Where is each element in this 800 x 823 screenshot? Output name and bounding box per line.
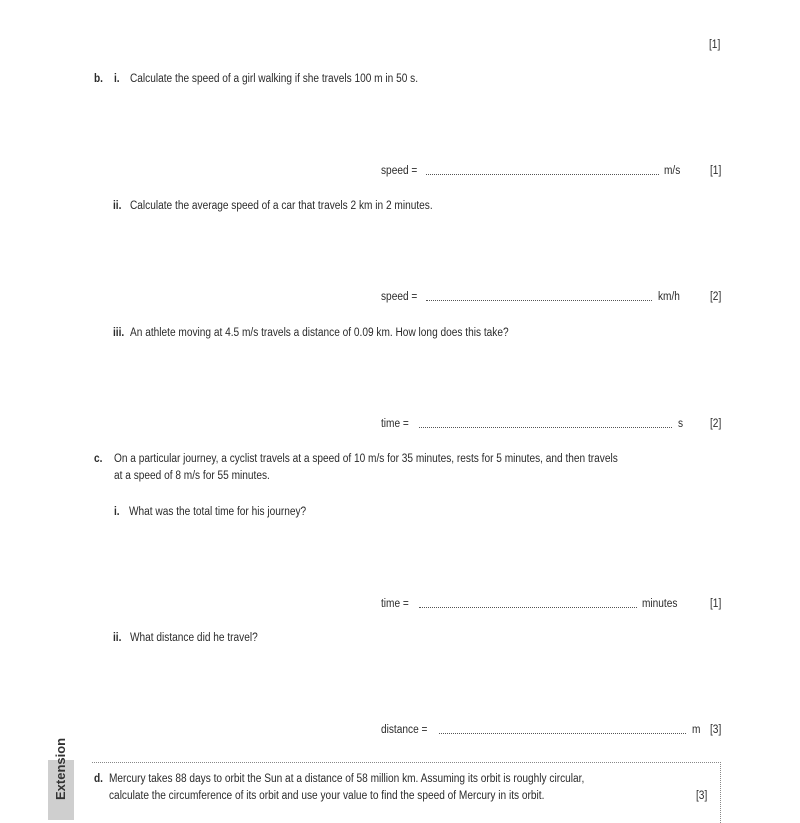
part-d-line-2: calculate the circumference of its orbit and use your value to find the speed of Mercury in its orbit.: [109, 790, 545, 802]
answer-dotted-line[interactable]: [426, 300, 652, 301]
part-b-iii-question: An athlete moving at 4.5 m/s travels a distance of 0.09 km. How long does this take?: [130, 327, 509, 339]
answer-unit: minutes: [642, 598, 678, 610]
extension-tab: [48, 737, 74, 820]
answer-unit: s: [678, 418, 684, 430]
part-b-ii-answer-line: [381, 289, 726, 305]
answer-dotted-line[interactable]: [419, 427, 672, 428]
extension-tab-label: Extension: [53, 737, 68, 800]
part-c-i-answer-line: [381, 596, 726, 612]
part-d-line-1: Mercury takes 88 days to orbit the Sun at a distance of 58 million km. Assuming its orbit is roughly circular,: [109, 773, 585, 785]
answer-unit: m/s: [664, 165, 681, 177]
part-b-ii-question: Calculate the average speed of a car that travels 2 km in 2 minutes.: [130, 200, 433, 212]
part-b-ii-number: ii.: [113, 200, 122, 212]
part-b-i-question: Calculate the speed of a girl walking if she travels 100 m in 50 s.: [130, 73, 419, 85]
answer-mark: [1]: [710, 165, 722, 177]
answer-label: time =: [381, 418, 409, 430]
answer-mark: [2]: [710, 418, 722, 430]
part-d-letter: d.: [94, 773, 104, 785]
answer-dotted-line[interactable]: [419, 607, 637, 608]
answer-label: distance =: [381, 724, 428, 736]
part-c-stem-line-1: On a particular journey, a cyclist travels at a speed of 10 m/s for 35 minutes, rests for 5 minutes, and then travels: [114, 453, 618, 465]
part-c-letter: c.: [94, 453, 103, 465]
part-c-ii-answer-line: [381, 722, 726, 738]
part-b-letter: b.: [94, 73, 104, 85]
part-b-iii-number: iii.: [113, 327, 125, 339]
answer-mark: [1]: [710, 598, 722, 610]
part-d-mark: [3]: [696, 790, 708, 802]
part-c-ii-question: What distance did he travel?: [130, 632, 258, 644]
answer-mark: [3]: [710, 724, 722, 736]
answer-unit: m: [692, 724, 701, 736]
part-b-i-number: i.: [114, 73, 120, 85]
answer-label: speed =: [381, 291, 418, 303]
top-mark: [1]: [709, 39, 721, 51]
part-c-i-question: What was the total time for his journey?: [129, 506, 307, 518]
part-b-iii-answer-line: [381, 416, 726, 432]
part-c-stem-line-2: at a speed of 8 m/s for 55 minutes.: [114, 470, 270, 482]
answer-label: time =: [381, 598, 409, 610]
answer-unit: km/h: [658, 291, 680, 303]
part-b-i-answer-line: [381, 163, 726, 179]
answer-dotted-line[interactable]: [439, 733, 686, 734]
part-c-i-number: i.: [114, 506, 120, 518]
answer-mark: [2]: [710, 291, 722, 303]
answer-dotted-line[interactable]: [426, 174, 659, 175]
part-c-ii-number: ii.: [113, 632, 122, 644]
answer-label: speed =: [381, 165, 418, 177]
